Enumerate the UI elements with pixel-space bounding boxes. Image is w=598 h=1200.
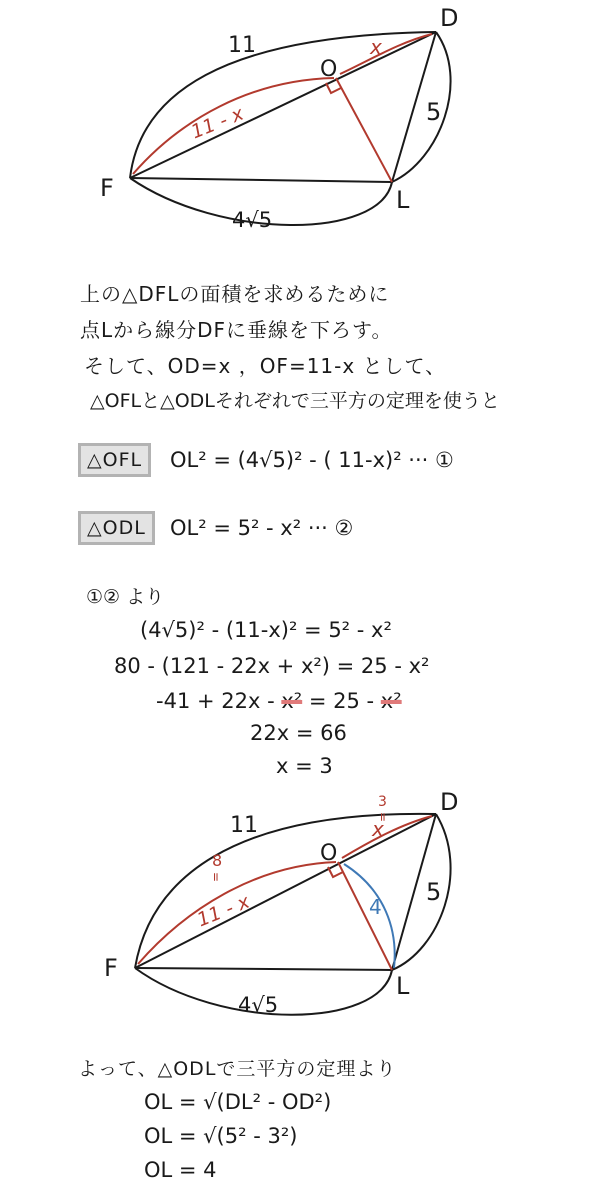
label-arc-eq: =: [209, 872, 223, 883]
segment-FD-2: [135, 814, 436, 968]
triangle-diagram-2: [0, 780, 598, 1040]
perpendicular-OL-2: [338, 862, 392, 970]
final-intro: よって、△ODLで三平方の定理より: [78, 1058, 397, 1080]
label-11: 11: [228, 33, 256, 58]
label-x-b: x: [372, 817, 384, 841]
label-11-x-b: 11 - x: [194, 890, 253, 932]
intro-line-3: そして、OD=x ，OF=11-x として、: [84, 354, 447, 378]
label-F-b: F: [104, 954, 118, 982]
label-L-b: L: [396, 972, 410, 1000]
final-line-3: OL = 4: [144, 1158, 217, 1182]
label-x-eq-b: =: [376, 812, 390, 823]
label-OL-value: 4: [369, 895, 382, 919]
solve-line-5: x = 3: [276, 754, 333, 778]
triangle-diagram-1: [0, 0, 598, 250]
label-11-b: 11: [230, 813, 258, 838]
label-x-value: 3: [378, 794, 387, 810]
solve-line-4: 22x = 66: [250, 721, 347, 745]
label-D-b: D: [440, 788, 459, 816]
label-O-b: O: [320, 841, 338, 866]
segment-FD: [130, 32, 436, 178]
intro-line-1: 上の△DFLの面積を求めるために: [80, 282, 390, 306]
equation-2: OL² = 5² - x² ··· ②: [170, 516, 354, 540]
tag-ODL: △ODL: [78, 511, 155, 545]
cancelled-term-2: x²: [380, 689, 402, 713]
label-L: L: [396, 186, 410, 214]
label-11-x: 11 - x: [188, 102, 247, 144]
arc-right: [392, 32, 451, 182]
label-5: 5: [426, 98, 442, 126]
solve-line-3-mid: = 25 -: [302, 689, 381, 713]
from-eq-1-2: ①② より: [86, 586, 165, 608]
segment-FL-2: [135, 968, 392, 970]
solve-line-1: (4√5)² - (11-x)² = 5² - x²: [140, 618, 392, 642]
solve-line-3-pre: -41 + 22x -: [156, 689, 282, 713]
solve-line-2: 80 - (121 - 22x + x²) = 25 - x²: [114, 654, 430, 678]
label-4root5: 4√5: [232, 208, 273, 232]
label-x: x: [370, 35, 382, 59]
label-4root5-b: 4√5: [238, 993, 279, 1017]
label-F: F: [100, 174, 114, 202]
final-line-1: OL = √(DL² - OD²): [144, 1090, 332, 1114]
label-D: D: [440, 4, 459, 32]
label-O: O: [320, 57, 338, 82]
perpendicular-OL: [336, 78, 392, 182]
cancelled-term-1: x²: [281, 689, 303, 713]
arc-right-2: [392, 814, 451, 970]
label-5-b: 5: [426, 878, 442, 906]
tag-OFL: △OFL: [78, 443, 151, 477]
solve-line-3: [156, 689, 402, 713]
intro-line-2: 点Lから線分DFに垂線を下ろす。: [80, 318, 393, 342]
intro-line-4: △OFLと△ODLそれぞれで三平方の定理を使うと: [90, 390, 500, 412]
label-arc-value: 8: [212, 851, 223, 870]
segment-FL: [130, 178, 392, 182]
final-line-2: OL = √(5² - 3²): [144, 1124, 298, 1148]
equation-1: OL² = (4√5)² - ( 11-x)² ··· ①: [170, 448, 454, 472]
